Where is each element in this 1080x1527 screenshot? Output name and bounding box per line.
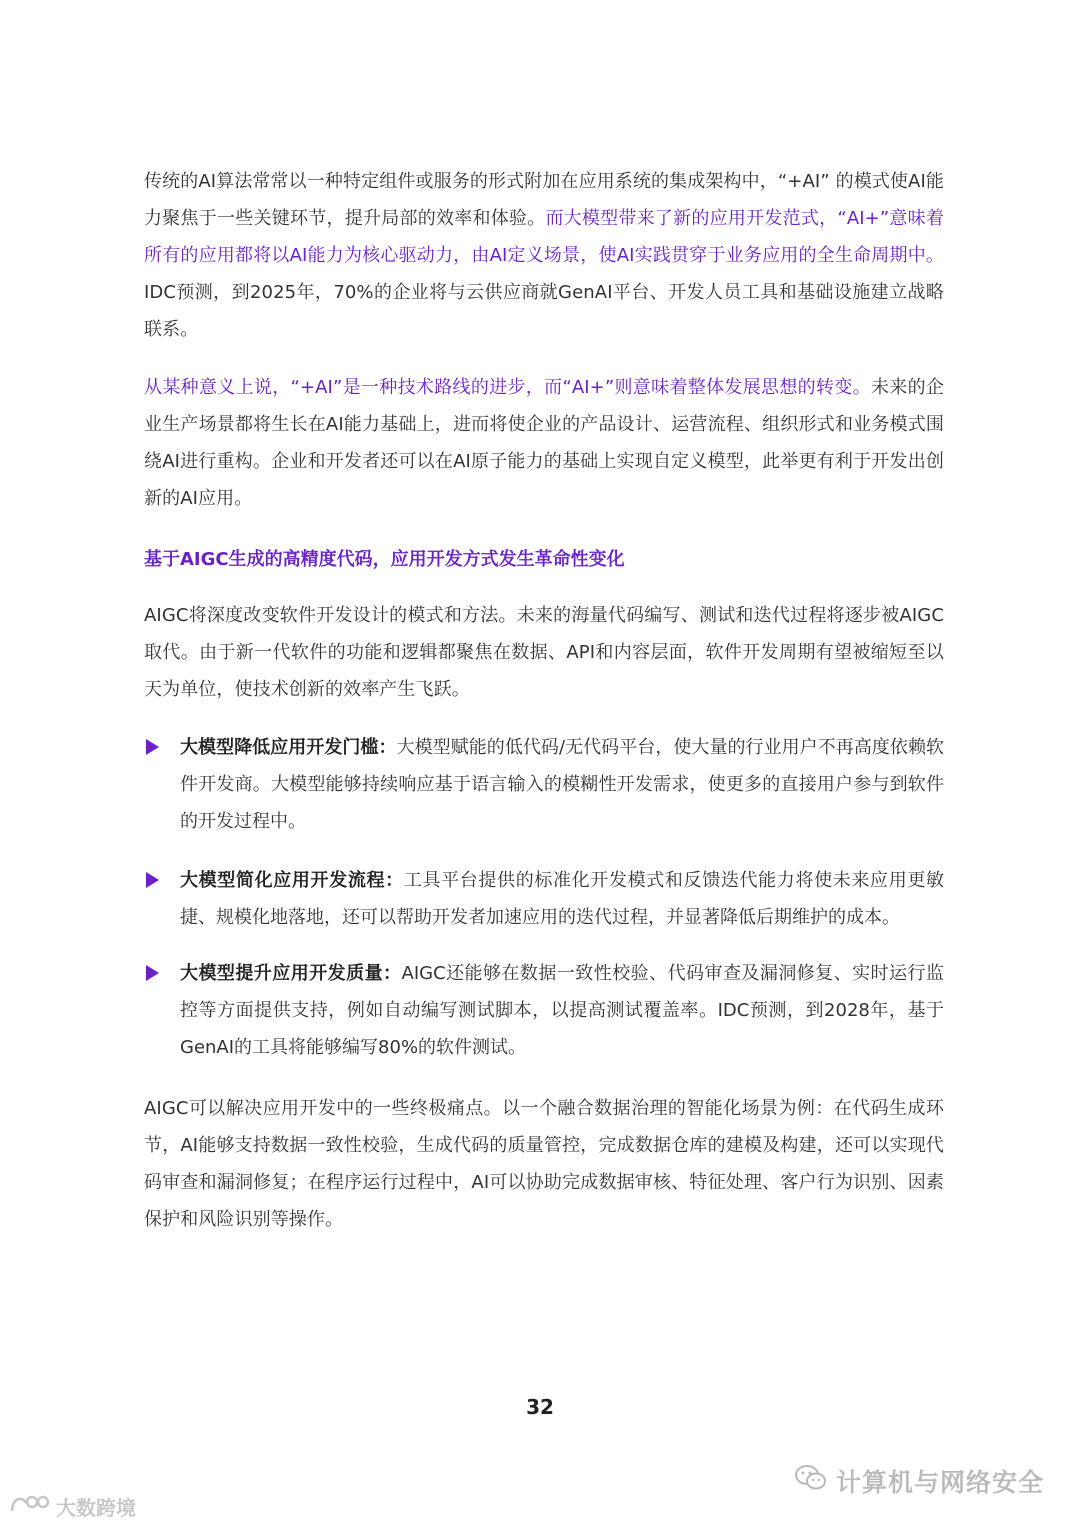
watermark-right-text: 计算机与网络安全: [835, 1468, 1044, 1497]
bullet-text: 工具平台提供的标准化开发模式和反馈迭代能力将使未来应用更敏捷、规模化地落地，还可以帮助开发者加速应用的迭代过程，并显著降低后期维护的成本。: [180, 870, 945, 928]
bullet-item: [144, 862, 944, 936]
paragraph-3: AIGC将深度改变软件开发设计的模式和方法。未来的海量代码编写、测试和迭代过程将逐步被AIGC取代。由于新一代软件的功能和逻辑都聚焦在数据、API和内容层面，软件开发周期有望被缩短至以天为单位，使技术创新的效率产生飞跃。: [144, 605, 944, 700]
paragraph-1: [144, 163, 944, 348]
bullet-title: 大模型降低应用开发门槛：: [180, 737, 397, 758]
paragraph-2-highlight: 从某种意义上说，“+AI”是一种技术路线的进步，而“AI+”则意味着整体发展思想的转变。: [144, 377, 871, 398]
paragraph-1-highlight: 而大模型带来了新的应用开发范式，“AI+”意味着所有的应用都将以AI能力为核心驱动力，由AI定义场景，使AI实践贯穿于业务应用的全生命周期中。: [144, 208, 944, 266]
section-heading: 基于AIGC生成的高精度代码，应用开发方式发生革命性变化: [144, 549, 625, 570]
bullet-text: AIGC还能够在数据一致性校验、代码审查及漏洞修复、实时运行监控等方面提供支持，例如自动编写测试脚本，以提高测试覆盖率。IDC预测，到2028年，基于GenAI的工具将能够编写80%的软件测试。: [180, 963, 944, 1058]
paragraph-2-text: 未来的企业生产场景都将生长在AI能力基础上，进而将使企业的产品设计、运营流程、组织形式和业务模式围绕AI进行重构。企业和开发者还可以在AI原子能力的基础上实现自定义模型，此举更有利于开发出创新的AI应用。: [144, 377, 944, 509]
bullet-title: 大模型提升应用开发质量：: [180, 963, 402, 984]
paragraph-2: [144, 369, 944, 517]
paragraph-1-text-2: IDC预测，到2025年，70%的企业将与云供应商就GenAI平台、开发人员工具和基础设施建立战略联系。: [144, 282, 944, 340]
bullet-item: [144, 729, 944, 840]
paragraph-4: AIGC可以解决应用开发中的一些终极痛点。以一个融合数据治理的智能化场景为例：在代码生成环节，AI能够支持数据一致性校验，生成代码的质量管控，完成数据仓库的建模及构建，还可以实现代码审查和漏洞修复；在程序运行过程中，AI可以协助完成数据审核、特征处理、客户行为识别、因素保护和风险识别等操作。: [144, 1098, 944, 1230]
bullet-title: 大模型简化应用开发流程：: [180, 870, 404, 891]
watermark-left-text: 大数跨境: [56, 1495, 136, 1520]
page-number: 32: [526, 1395, 554, 1419]
bullet-text: 大模型赋能的低代码/无代码平台，使大量的行业用户不再高度依赖软件开发商。大模型能够持续响应基于语言输入的模糊性开发需求，使更多的直接用户参与到软件的开发过程中。: [180, 737, 945, 832]
watermark-left: [8, 1491, 136, 1521]
paragraph-1-text: 传统的AI算法常常以一种特定组件或服务的形式附加在应用系统的集成架构中，“+AI” 的模式使AI能力聚焦于一些关键环节，提升局部的效率和体验。: [144, 171, 944, 229]
logo-icon: [8, 1491, 50, 1522]
wechat-icon: [794, 1463, 828, 1499]
triangle-bullet-icon: [146, 872, 159, 888]
bullet-item: [144, 955, 944, 1066]
triangle-bullet-icon: [146, 965, 159, 981]
watermark-right: [794, 1461, 1044, 1501]
triangle-bullet-icon: [146, 739, 159, 755]
